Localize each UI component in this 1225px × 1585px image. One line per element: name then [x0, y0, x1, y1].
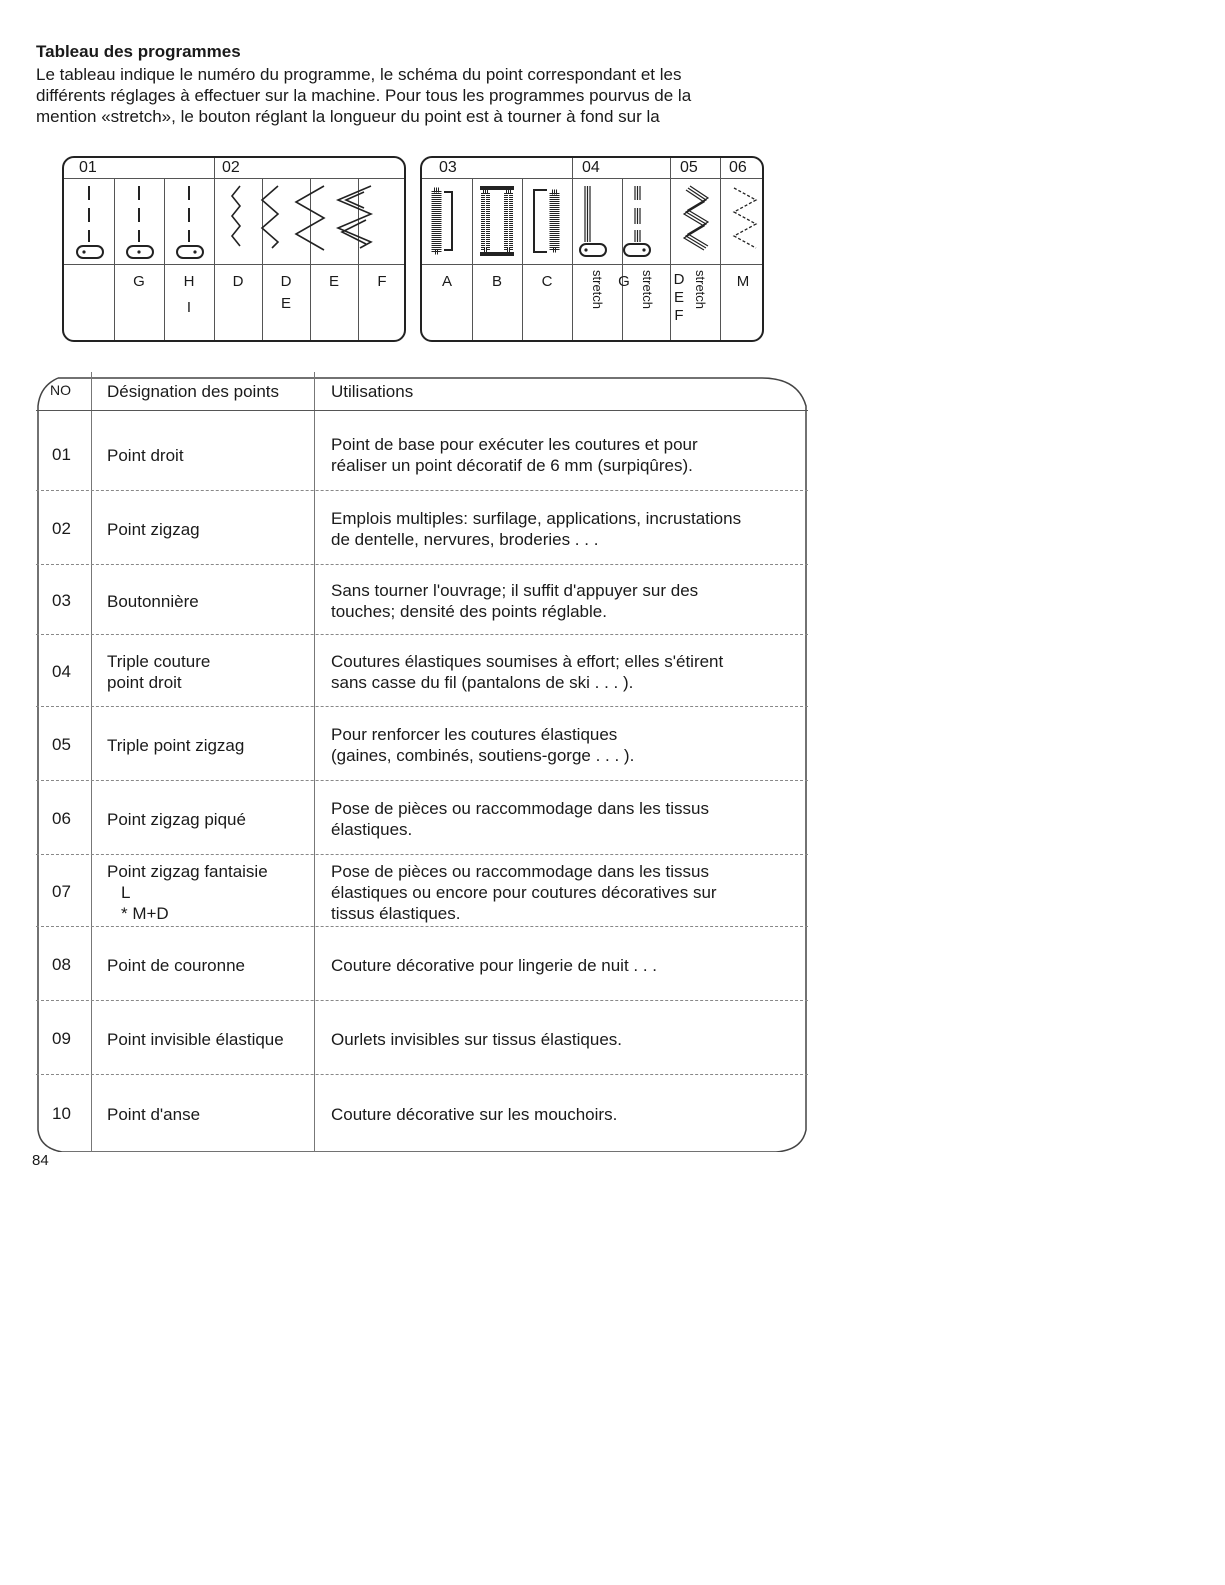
row-designation: Point d'anse — [107, 1104, 201, 1124]
setting-label-e: E — [280, 295, 291, 312]
row-usage: réaliser un point décoratif de 6 mm (surpiqûres). — [331, 456, 693, 475]
setting-label-d: D — [232, 273, 244, 290]
setting-label-f: F — [377, 273, 387, 290]
setting-label-c: C — [541, 273, 553, 290]
setting-label-b: B — [491, 273, 502, 290]
row-usage: Couture décorative pour lingerie de nuit . . . — [331, 955, 658, 975]
row-designation: point droit — [107, 673, 182, 692]
programme-table — [36, 372, 808, 1152]
row-number: 03 — [52, 591, 71, 610]
straight-stitch-icons — [64, 180, 214, 262]
header-designation: Désignation des points — [107, 382, 280, 401]
row-usage: (gaines, combinés, soutiens-gorge . . . ). — [331, 746, 635, 765]
row-number: 08 — [52, 955, 71, 974]
row-number: 06 — [52, 809, 71, 828]
row-number: 01 — [52, 445, 71, 464]
setting-label-h: H — [183, 273, 195, 290]
setting-label-i: I — [186, 299, 192, 316]
setting-label-m: M — [736, 273, 750, 290]
row-designation: Triple point zigzag — [107, 735, 245, 755]
row-usage: Point de base pour exécuter les coutures et pour — [331, 435, 698, 454]
program-number-06: 06 — [729, 159, 747, 176]
setting-label-e: E — [328, 273, 339, 290]
stretch-label: stretch — [640, 270, 655, 310]
row-usage: Pour renforcer les coutures élastiques — [331, 725, 618, 744]
program-number-01: 01 — [79, 159, 97, 176]
program-number-04: 04 — [582, 159, 600, 176]
section-title: Tableau des programmes — [36, 42, 241, 61]
row-designation: Point invisible élastique — [107, 1029, 284, 1049]
row-number: 04 — [52, 662, 71, 681]
row-designation: L — [121, 882, 131, 902]
row-designation: Point zigzag fantaisie — [107, 861, 268, 881]
row-usage: sans casse du fil (pantalons de ski . . . ). — [331, 673, 634, 692]
setting-label-g: G — [618, 273, 630, 290]
stitch-panel-left — [62, 156, 406, 342]
row-designation: * M+D — [121, 903, 169, 923]
row-designation: Point zigzag piqué — [107, 809, 246, 829]
intro-line-3: mention «stretch», le bouton réglant la longueur du point est à tourner à fond sur la — [36, 107, 660, 126]
row-usage: Emplois multiples: surfilage, applications, incrustations — [331, 509, 742, 528]
stitch-panel-right — [420, 156, 764, 342]
setting-label-d: D — [280, 273, 292, 290]
row-usage: Sans tourner l'ouvrage; il suffit d'appuyer sur des — [331, 581, 699, 600]
page-number: 84 — [32, 1152, 49, 1169]
row-number: 05 — [52, 735, 71, 754]
setting-label-a: A — [441, 273, 452, 290]
setting-label-g: G — [133, 273, 145, 290]
setting-label-e: E — [673, 289, 684, 306]
setting-label-f: F — [674, 307, 684, 324]
row-number: 02 — [52, 519, 71, 538]
triple-zigzag-icon — [670, 180, 720, 262]
header-number: NO — [50, 382, 71, 398]
row-usage: Ourlets invisibles sur tissus élastiques. — [331, 1029, 623, 1049]
buttonhole-icons — [422, 180, 572, 262]
row-number: 07 — [52, 882, 71, 901]
row-usage: tissus élastiques. — [331, 903, 461, 923]
row-usage: élastiques. — [331, 820, 413, 839]
intro-line-1: Le tableau indique le numéro du programme, le schéma du point correspondant et les — [36, 65, 682, 84]
header-usage: Utilisations — [331, 382, 414, 401]
stretch-label: stretch — [590, 270, 605, 310]
row-usage: de dentelle, nervures, broderies . . . — [331, 530, 599, 549]
stretch-label: stretch — [693, 270, 708, 310]
setting-label-d: D — [673, 271, 685, 288]
row-designation: Triple couture — [107, 652, 211, 671]
program-number-02: 02 — [222, 159, 240, 176]
row-usage: Pose de pièces ou raccommodage dans les tissus — [331, 861, 709, 881]
row-usage: Pose de pièces ou raccommodage dans les tissus — [331, 799, 709, 818]
row-designation: Point droit — [107, 445, 184, 465]
row-designation: Point zigzag — [107, 519, 200, 539]
zigzag-stitch-icons — [214, 180, 406, 262]
zigzag-pique-icon — [720, 180, 764, 262]
row-usage: Coutures élastiques soumises à effort; elles s'étirent — [331, 652, 724, 671]
triple-straight-icons — [572, 180, 670, 262]
row-usage: touches; densité des points réglable. — [331, 602, 607, 621]
row-number: 10 — [52, 1104, 71, 1123]
row-designation: Point de couronne — [107, 955, 245, 975]
program-number-03: 03 — [439, 159, 457, 176]
row-usage: Couture décorative sur les mouchoirs. — [331, 1104, 618, 1124]
intro-line-2: différents réglages à effectuer sur la machine. Pour tous les programmes pourvus de la — [36, 86, 692, 105]
row-number: 09 — [52, 1029, 71, 1048]
program-number-05: 05 — [680, 159, 698, 176]
row-designation: Boutonnière — [107, 591, 199, 611]
row-usage: élastiques ou encore pour coutures décoratives sur — [331, 882, 717, 902]
